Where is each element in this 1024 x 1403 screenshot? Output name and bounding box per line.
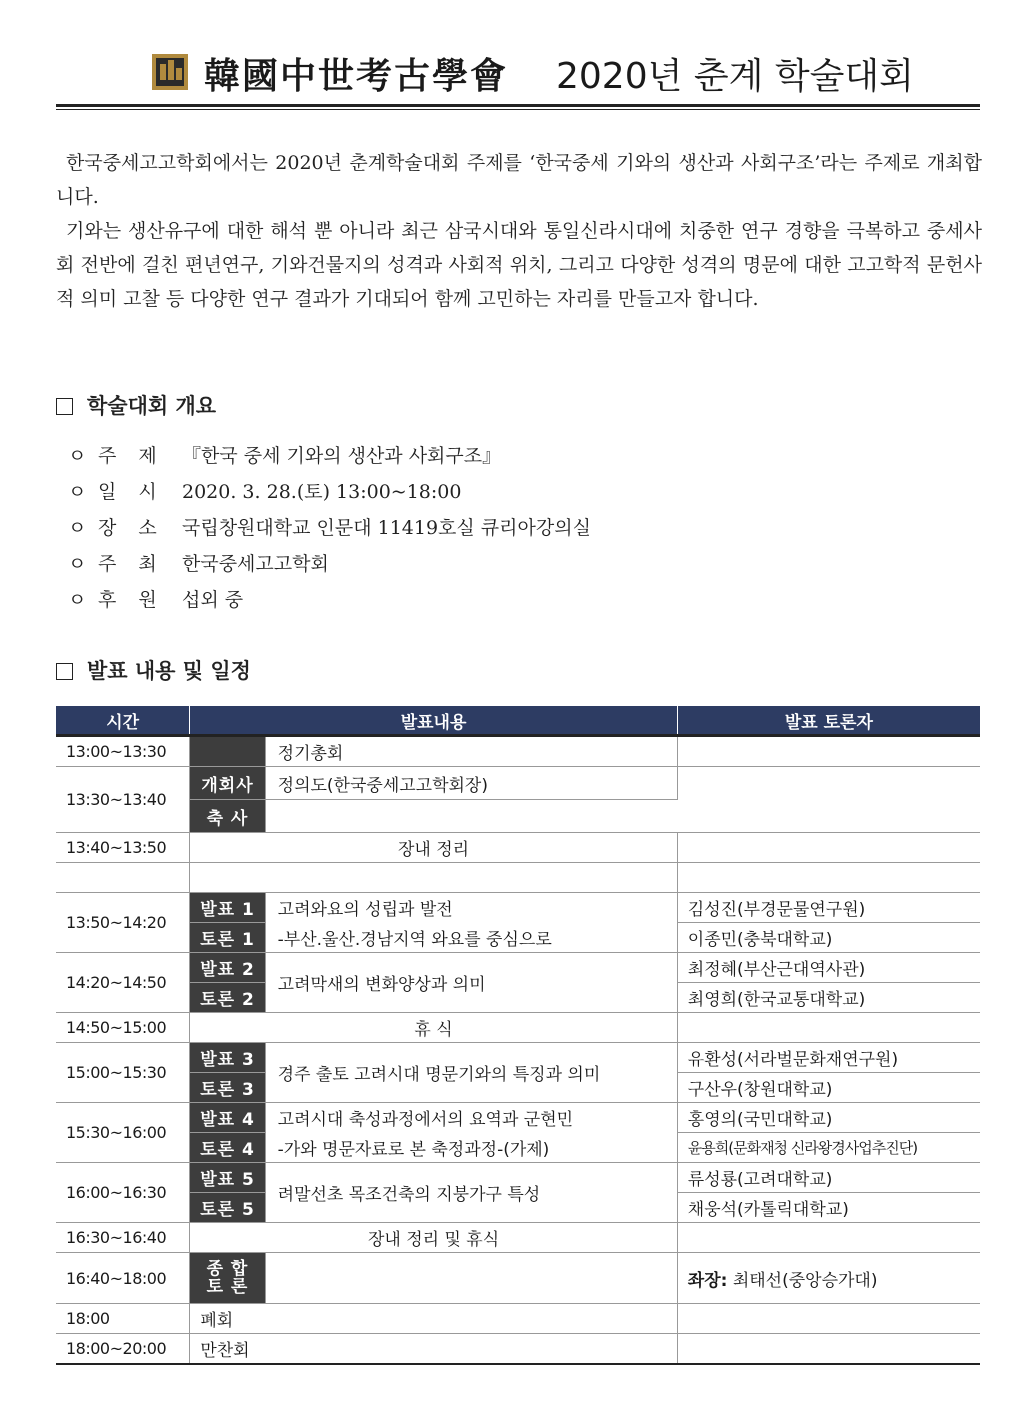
overview-item-host: ㅇ 주 최 한국중세고고학회 [68,544,768,580]
table-header-row [56,706,980,736]
chair-cell: 좌장: 최태선(중앙승가대) [677,1253,980,1304]
checkbox-square-icon [56,398,73,415]
document-header [56,40,980,104]
overview-list [68,436,768,616]
table-row: 13:50~14:20 발표 1 고려와요의 성립과 발전 김성진(부경문물연구원) [56,893,980,923]
bullet-icon: ㅇ [68,516,87,539]
overview-item-venue: ㅇ 장 소 국립창원대학교 인문대 11419호실 큐리아강의실 [68,508,768,544]
table-row: 토론 5 채웅석(카톨릭대학교) [56,1193,980,1223]
header-rule [56,104,980,107]
table-row: 18:00 폐회 [56,1304,980,1334]
overview-heading: 학술대회 개요 [56,390,216,420]
intro-paragraph-2: 기와는 생산유구에 대한 해석 뿐 아니라 최근 삼국시대와 통일신라시대에 치중한 연구 경향을 극복하고 중세사회 전반에 걸친 편년연구, 기와건물지의 성격과 사회적 위치, 그리고 다양한 성격의 명문에 대한 고고학적 문헌사적 의미 고찰 등 다양한 연구 결과가 기대되어 함께 고민하는 자리를 만들고자 합니다. [56,220,982,310]
table-row: 13:30~13:40 개회사 정의도(한국중세고고학회장) [56,767,980,800]
table-row: 토론 3 구산우(창원대학교) [56,1073,980,1103]
bullet-icon: ㅇ [68,552,87,575]
bullet-icon: ㅇ [68,588,87,611]
bullet-icon: ㅇ [68,480,87,503]
overview-item-date: ㅇ 일 시 2020. 3. 28.(토) 13:00~18:00 [68,472,768,508]
bullet-icon: ㅇ [68,444,87,467]
tag-general-discussion: 종 합 토 론 [190,1253,265,1304]
intro-paragraph-1: 한국중세고고학회에서는 2020년 춘계학술대회 주제를 ‘한국중세 기와의 생산과 사회구조’라는 주제로 개최합니다. [56,152,982,208]
header-rule-thin [56,109,980,110]
table-row-empty [56,863,980,893]
table-row: 18:00~20:00 만찬회 [56,1334,980,1365]
schedule-heading: 발표 내용 및 일정 [56,655,251,685]
table-row: 15:00~15:30 발표 3 경주 출토 고려시대 명문기와의 특징과 의미 유환성(서라벌문화재연구원) [56,1043,980,1073]
table-row: 16:40~18:00 종 합 토 론 좌장: 최태선(중앙승가대) [56,1253,980,1304]
table-row: 토론 1 -부산.울산.경남지역 와요를 중심으로 이종민(충북대학교) [56,923,980,953]
table-row: 15:30~16:00 발표 4 고려시대 축성과정에서의 요역과 군현민 홍영의(국민대학교) [56,1103,980,1133]
table-row: 13:40~13:50 장내 정리 [56,833,980,863]
intro-text [56,146,982,316]
overview-item-theme: ㅇ 주 제 『한국 중세 기와의 생산과 사회구조』 [68,436,768,472]
table-row: 14:50~15:00 휴 식 [56,1013,980,1043]
table-row: 토론 2 최영희(한국교통대학교) [56,983,980,1013]
table-row: 토론 4 -가와 명문자료로 본 축정과정-(가제) 윤용희(문화재청 신라왕경사업추진단) [56,1133,980,1163]
event-title: 2020년 춘계 학술대회 [556,56,914,97]
tag-cell-empty [190,736,265,767]
table-row: 14:20~14:50 발표 2 고려막새의 변화양상과 의미 최정혜(부산근대역사관) [56,953,980,983]
society-name: 韓國中世考古學會 [204,55,509,97]
col-header-time: 시간 [56,706,190,736]
society-logo-icon [152,54,188,90]
col-header-content: 발표내용 [190,706,677,736]
table-row: 13:00~13:30 정기총회 [56,736,980,767]
col-header-person: 발표 토론자 [677,706,980,736]
table-row: 16:30~16:40 장내 정리 및 휴식 [56,1223,980,1253]
table-row: 16:00~16:30 발표 5 려말선초 목조건축의 지붕가구 특성 류성룡(고려대학교) [56,1163,980,1193]
table-row: 축 사 [56,800,980,833]
checkbox-square-icon [56,663,73,680]
schedule-table [56,706,980,1365]
overview-item-sponsor: ㅇ 후 원 섭외 중 [68,580,768,616]
